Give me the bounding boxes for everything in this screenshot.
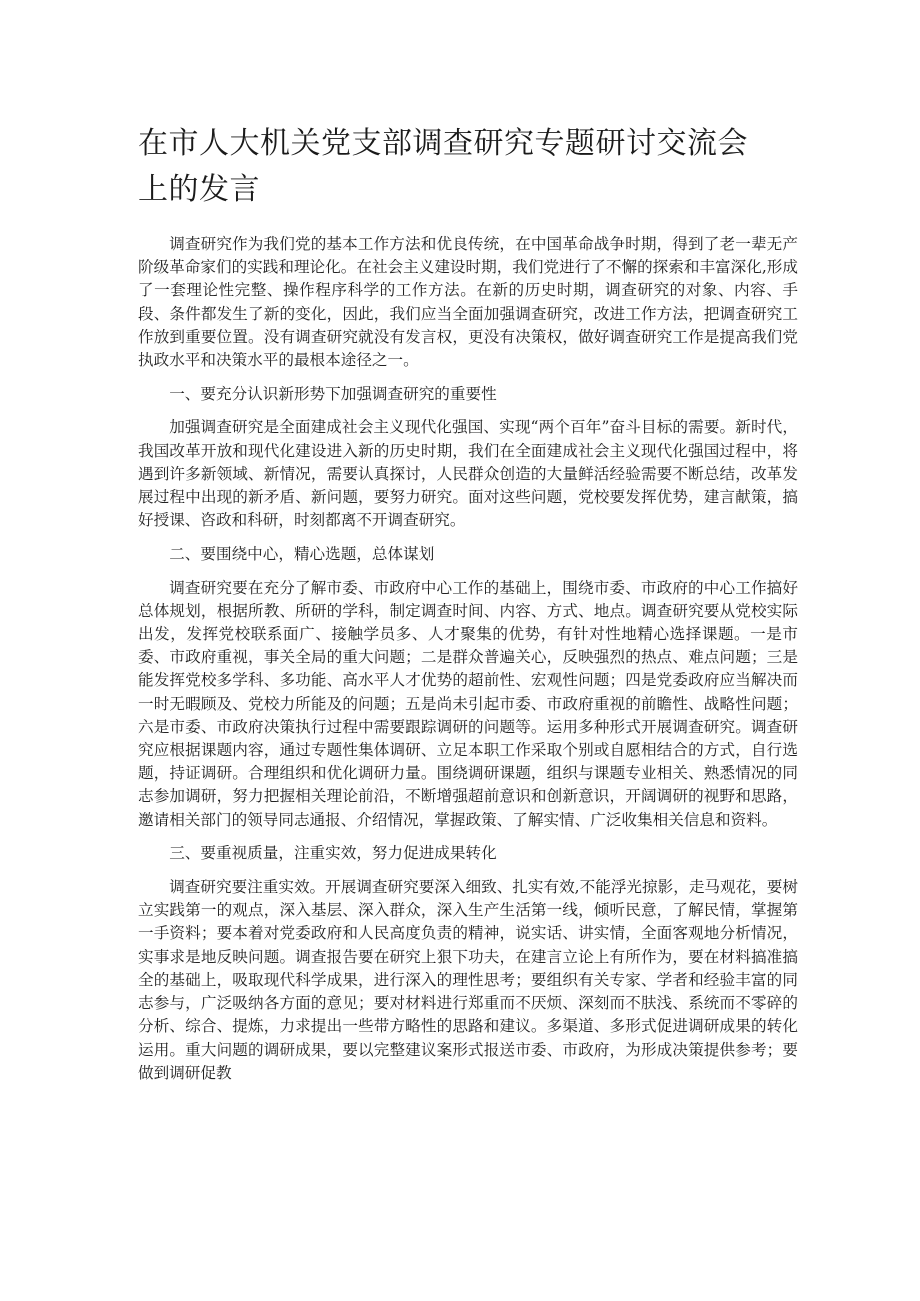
section-heading-2: 二、要围绕中心，精心选题，总体谋划	[169, 544, 435, 563]
section-3-paragraph: 调查研究要注重实效。开展调查研究要深入细致、扎实有效,不能浮光掠影，走马观花，要树立实践第一的观点，深入基层、深入群众，深入生产生活第一线，倾听民意，了解民情，掌握第一手资料；要本着对党委政府和人民高度负责的精神，说实话、讲实情，全面客观地分析情况，实事求是地反映问题。调查报告要在研究上狠下功夫，在建言立论上有所作为，要在材料搞准搞全的基础上，吸取现代科学成果，进行深入的理性思考；要组织有关专家、学者和经验丰富的同志参与，广泛吸纳各方面的意见；要对材料进行郑重而不厌烦、深刻而不肤浅、系统而不零碎的分析、综合、提炼，力求提出一些带方略性的思路和建议。多渠道、多形式促进调研成果的转化运用。重大问题的调研成果，要以完整建议案形式报送市委、市政府，为形成决策提供参考；要做到调研促教	[138, 878, 798, 1082]
section-heading-3: 三、要重视质量，注重实效，努力促进成果转化	[169, 844, 497, 863]
section-2-paragraph: 调查研究要在充分了解市委、市政府中心工作的基础上，围绕市委、市政府的中心工作搞好总体规划，根据所教、所研的学科，制定调查时间、内容、方式、地点。调查研究要从党校实际出发，发挥党校联系面广、接触学员多、人才聚集的优势，有针对性地精心选择课题。一是市委、市政府重视，事关全局的重大问题；二是群众普遍关心，反映强烈的热点、难点问题；三是能发挥党校多学科、多功能、高水平人才优势的超前性、宏观性问题；四是党委政府应当解决而一时无暇顾及、党校力所能及的问题；五是尚未引起市委、市政府重视的前瞻性、战略性问题；六是市委、市政府决策执行过程中需要跟踪调研的问题等。运用多种形式开展调查研究。调查研究应根据课题内容，通过专题性集体调研、立足本职工作采取个别或自愿相结合的方式，自行选题，持证调研。合理组织和优化调研力量。围绕调研课题，组织与课题专业相关、熟悉情况的同志参加调研，努力把握相关理论前沿，不断增强超前意识和创新意识，开阔调研的视野和思路，邀请相关部门的领导同志通报、介绍情况，掌握政策、了解实情、广泛收集相关信息和资料。	[138, 578, 798, 829]
section-1-paragraph: 加强调查研究是全面建成社会主义现代化强国、实现“两个百年”奋斗目标的需要。新时代，我国改革开放和现代化建设进入新的历史时期，我们在全面建成社会主义现代化强国过程中，将遇到许多新领域、新情况，需要认真探讨，人民群众创造的大量鲜活经验需要不断总结，改革发展过程中出现的新矛盾、新问题，要努力研究。面对这些问题，党校要发挥优势，建言献策，搞好授课、咨政和科研，时刻都离不开调查研究。	[138, 418, 798, 530]
intro-paragraph: 调查研究作为我们党的基本工作方法和优良传统，在中国革命战争时期，得到了老一辈无产阶级革命家们的实践和理论化。在社会主义建设时期，我们党进行了不懈的探索和丰富深化,形成了一套理论性完整、操作程序科学的工作方法。在新的历史时期，调查研究的对象、内容、手段、条件都发生了新的变化，因此，我们应当全面加强调查研究，改进工作方法，把调查研究工作放到重要位置。没有调查研究就没有发言权，更没有决策权，做好调查研究工作是提高我们党执政水平和决策水平的最根本途径之一。	[138, 235, 798, 370]
document-body	[138, 233, 798, 1085]
section-heading-1: 一、要充分认识新形势下加强调查研究的重要性	[169, 384, 497, 403]
document-title: 在市人大机关党支部调查研究专题研讨交流会上的发言	[138, 126, 748, 207]
